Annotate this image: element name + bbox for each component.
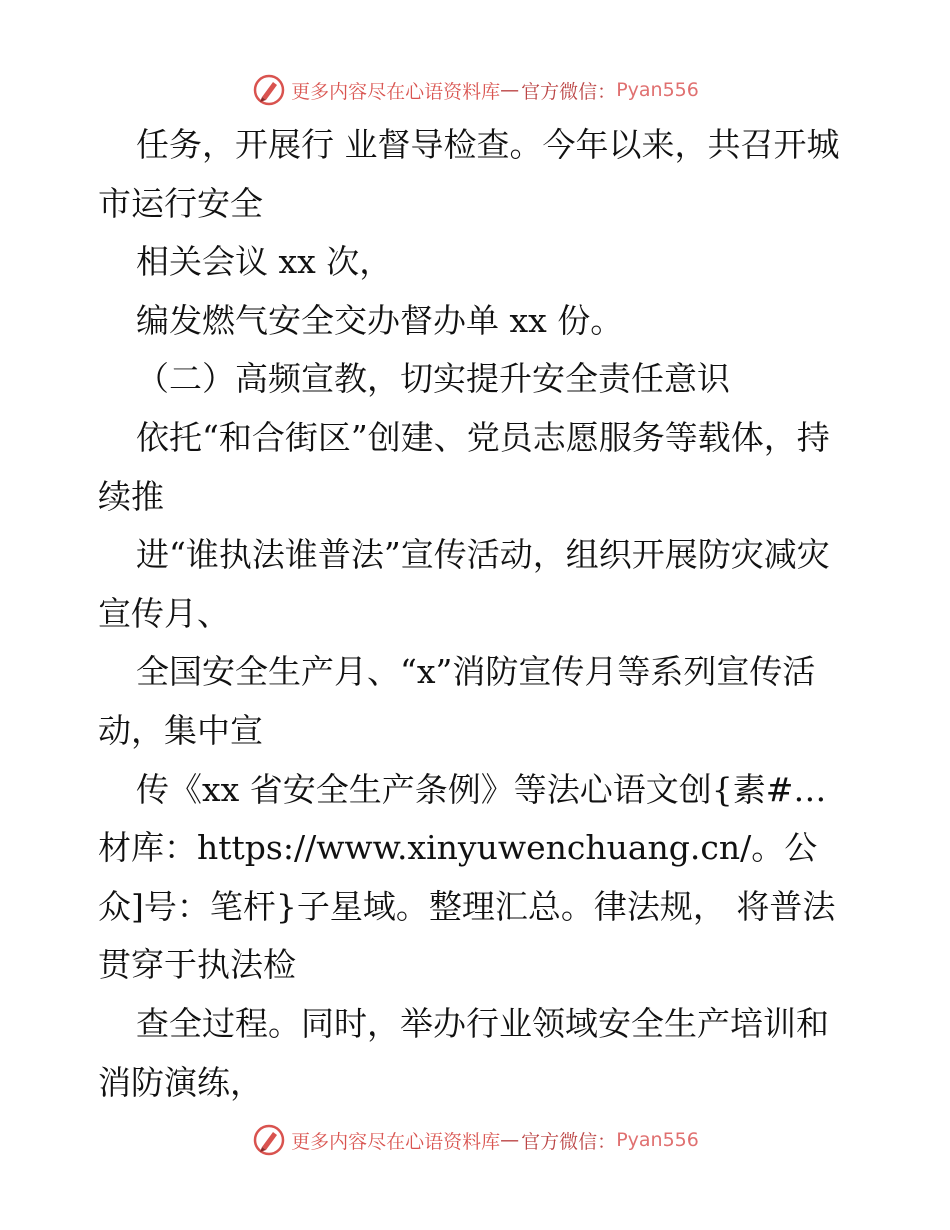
banner-separator: —	[500, 79, 520, 101]
pen-logo-icon	[251, 1122, 287, 1158]
banner-contact: Pyan556	[616, 79, 699, 101]
section-heading: （二）高频宣教，切实提升安全责任意识	[136, 359, 730, 399]
paragraph: 相关会议 xx 次，	[136, 242, 393, 282]
paragraph: 传《xx 省安全生产条例》等法心语文创{素#…材库：https://www.xinyuwenchuang.cn/。公众]号：笔杆}子星域。整理汇总。律法规， 将普法贯穿于执法检	[98, 769, 836, 985]
paragraph: 编发燃气安全交办督办单 xx 份。	[136, 300, 624, 340]
header-watermark-banner	[0, 70, 950, 110]
paragraph: 全国安全生产月、“x”消防宣传月等系列宣传活动，集中宣	[98, 652, 816, 750]
pen-logo-icon	[251, 72, 287, 108]
banner-contact: Pyan556	[616, 1129, 699, 1151]
paragraph: 任务，开展行 业督导检查。今年以来，共召开城市运行安全	[98, 125, 840, 223]
document-body	[98, 116, 858, 1112]
banner-separator: —	[500, 1129, 520, 1151]
paragraph: 查全过程。同时，举办行业领域安全生产培训和消防演练，	[98, 1003, 829, 1102]
banner-wechat-label: 官方微信：	[521, 1130, 617, 1153]
paragraph: 进“谁执法谁普法”宣传活动，组织开展防灾减灾宣传月、	[98, 535, 830, 633]
banner-text: 更多内容尽在心语资料库	[291, 80, 501, 103]
banner-text: 更多内容尽在心语资料库	[291, 1130, 501, 1153]
paragraph: 依托“和合街区”创建、党员志愿服务等载体，持续推	[98, 417, 830, 516]
footer-watermark-banner	[0, 1120, 950, 1160]
banner-wechat-label: 官方微信：	[521, 80, 617, 103]
